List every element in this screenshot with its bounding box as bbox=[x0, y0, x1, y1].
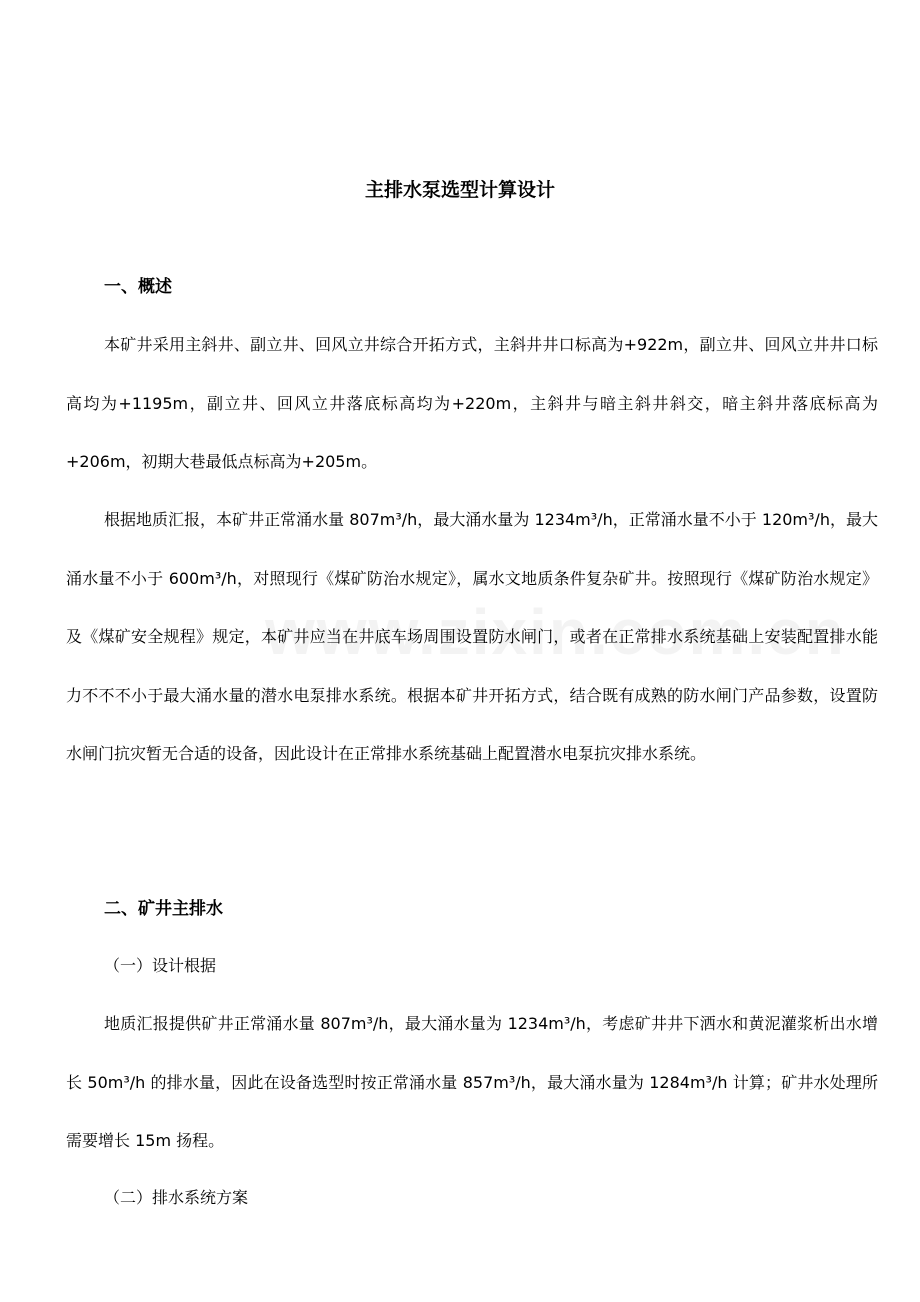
paragraph-overview-2: 根据地质汇报，本矿井正常涌水量 807m³/h，最大涌水量为 1234m³/h，正常涌水量不小于 120m³/h，最大涌水量不小于 600m³/h，对照现行《煤矿防治水规定》，属水文地质条件复杂矿井。按照现行《煤矿防治水规定》及《煤矿安全规程》规定，本矿井应当在井底车场周围设置防水闸门，或者在正常排水系统基础上安装配置排水能力不不不小于最大涌水量的潜水电泵排水系统。根据本矿井开拓方式，结合既有成熟的防水闸门产品参数，设置防水闸门抗灾暂无合适的设备，因此设计在正常排水系统基础上配置潜水电泵抗灾排水系统。 bbox=[66, 510, 878, 763]
document-title: 主排水泵选型计算设计 bbox=[364, 179, 555, 201]
section-heading-overview: 一、概述 bbox=[104, 277, 172, 297]
paragraph-design-basis: 地质汇报提供矿井正常涌水量 807m³/h，最大涌水量为 1234m³/h，考虑矿井井下洒水和黄泥灌浆析出水增长 50m³/h 的排水量，因此在设备选型时按正常涌水量 857m³/h，最大涌水量为 1284m³/h 计算；矿井水处理所需要增长 15m 扬程。 bbox=[66, 1014, 878, 1150]
section-heading-main-drainage: 二、矿井主排水 bbox=[104, 899, 223, 919]
subsection-heading-design-basis: （一）设计根据 bbox=[104, 956, 217, 975]
subsection-heading-drainage-scheme: （二）排水系统方案 bbox=[104, 1188, 249, 1207]
paragraph-overview-1: 本矿井采用主斜井、副立井、回风立井综合开拓方式，主斜井井口标高为+922m，副立井、回风立井井口标高均为+1195m，副立井、回风立井落底标高均为+220m，主斜井与暗主斜井斜交，暗主斜井落底标高为+206m，初期大巷最低点标高为+205m。 bbox=[66, 335, 878, 471]
